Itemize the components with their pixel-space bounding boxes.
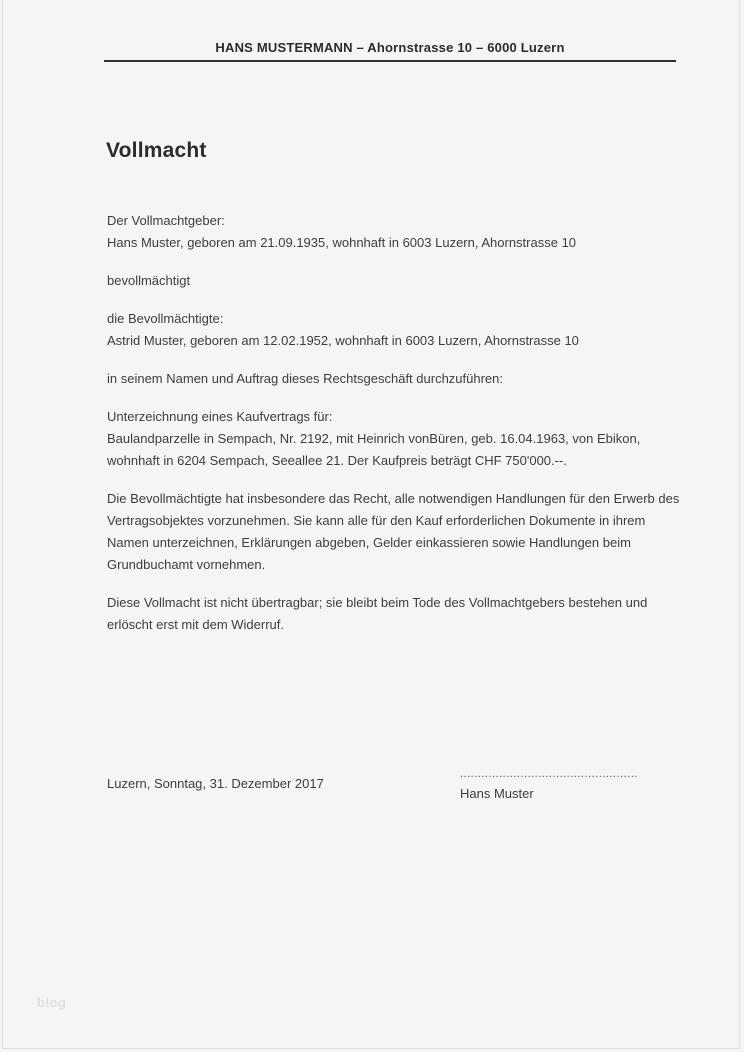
powers-line-1: Die Bevollmächtigte hat insbesondere das Recht, alle notwendigen Handlungen für den Erwerb des xyxy=(107,491,680,506)
letterhead-text: HANS MUSTERMANN – Ahornstrasse 10 – 6000 Luzern xyxy=(215,40,565,55)
subject-line-1: Baulandparzelle in Sempach, Nr. 2192, mit Heinrich vonBüren, geb. 16.04.1963, von Ebikon, xyxy=(107,431,641,446)
powers-line-3: Namen unterzeichnen, Erklärungen abgeben, Gelder einkassieren sowie Handlungen beim xyxy=(107,535,631,550)
place-date: Luzern, Sonntag, 31. Dezember 2017 xyxy=(107,776,324,791)
subject-line-2: wohnhaft in 6204 Sempach, Seeallee 21. Der Kaufpreis beträgt CHF 750'000.--. xyxy=(107,453,567,468)
agent-label: die Bevollmächtigte: xyxy=(107,311,224,326)
grantor-label: Der Vollmachtgeber: xyxy=(107,213,225,228)
mandate-paragraph xyxy=(107,368,707,390)
revocation-line-2: erlöscht erst mit dem Widerruf. xyxy=(107,617,284,632)
watermark-text: blog xyxy=(37,995,67,1010)
closing-block xyxy=(107,768,677,801)
document-body xyxy=(107,210,707,652)
powers-paragraph xyxy=(107,488,707,576)
document-title: Vollmacht xyxy=(106,139,207,162)
agent-details: Astrid Muster, geboren am 12.02.1952, wohnhaft in 6003 Luzern, Ahornstrasse 10 xyxy=(107,333,579,348)
agent-paragraph xyxy=(107,308,707,352)
revocation-line-1: Diese Vollmacht ist nicht übertragbar; sie bleibt beim Tode des Vollmachtgebers bestehen und xyxy=(107,595,648,610)
subject-paragraph xyxy=(107,406,707,472)
authorize-word-paragraph xyxy=(107,270,707,292)
grantor-paragraph xyxy=(107,210,707,254)
powers-line-2: Vertragsobjektes vorzunehmen. Sie kann alle für den Kauf erforderlichen Dokumente in ihrem xyxy=(107,513,646,528)
grantor-details: Hans Muster, geboren am 21.09.1935, wohnhaft in 6003 Luzern, Ahornstrasse 10 xyxy=(107,235,577,250)
signature-line: .................................................. xyxy=(460,768,638,780)
subject-label: Unterzeichnung eines Kaufvertrags für: xyxy=(107,409,333,424)
mandate-line: in seinem Namen und Auftrag dieses Rechtsgeschäft durchzuführen: xyxy=(107,371,504,386)
letterhead xyxy=(104,40,676,62)
authorize-word: bevollmächtigt xyxy=(107,273,191,288)
powers-line-4: Grundbuchamt vornehmen. xyxy=(107,557,266,572)
revocation-paragraph xyxy=(107,592,707,636)
signature-name: Hans Muster xyxy=(460,786,534,801)
signature-block xyxy=(460,768,650,802)
